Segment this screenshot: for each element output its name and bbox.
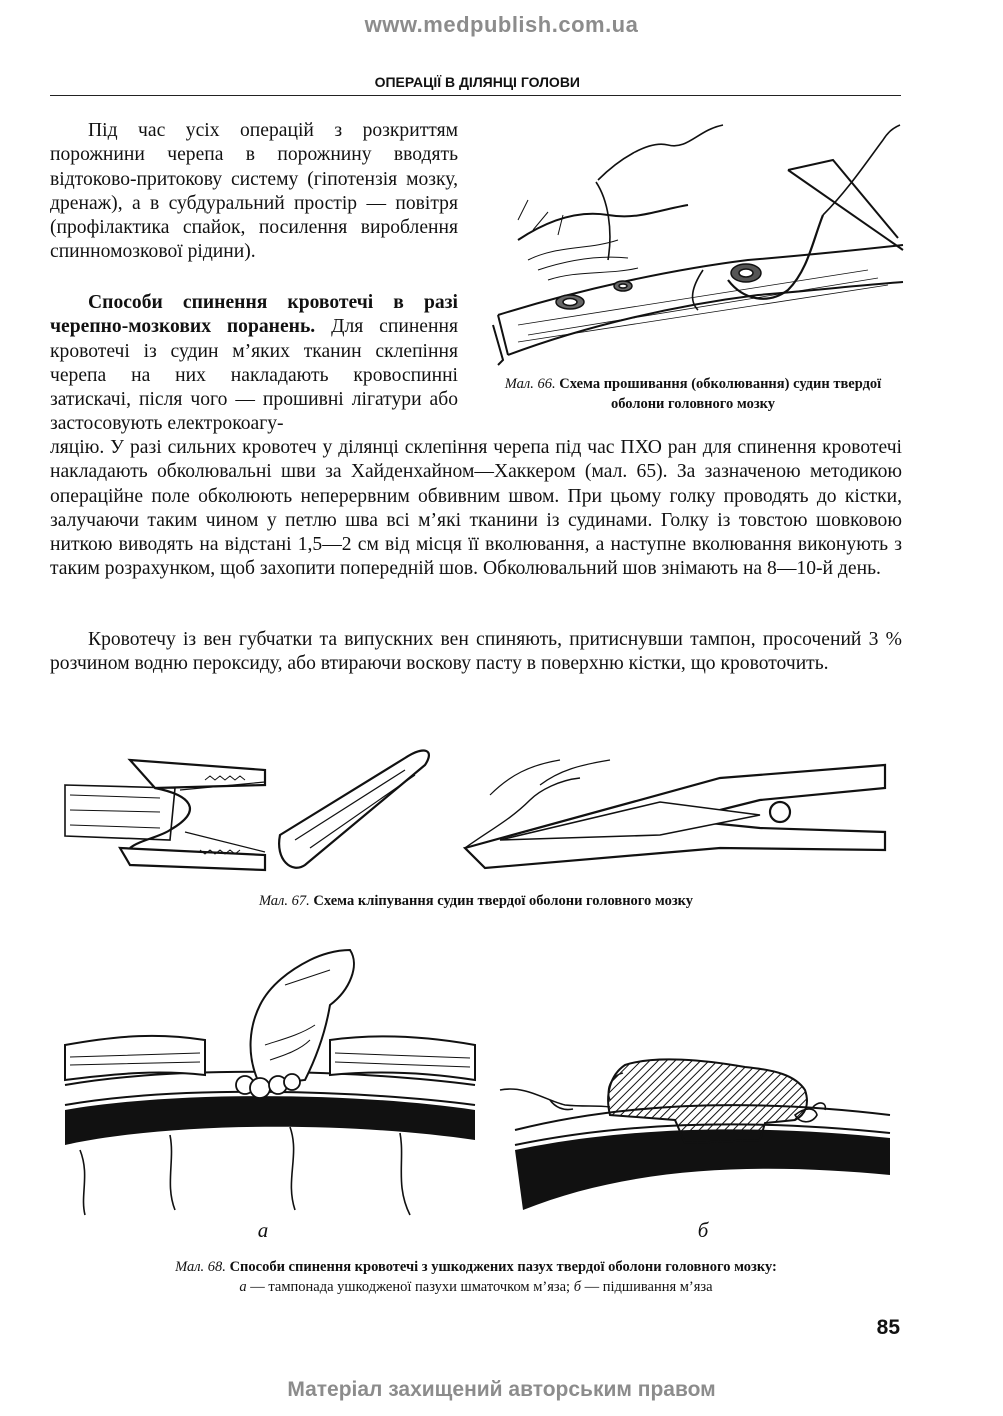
caption-text-a: — тампонада ушкодженої пазухи шматочком м’яза;	[246, 1279, 574, 1295]
figure-68-caption-line-2	[50, 1277, 902, 1297]
paragraph-1: Під час усіх операцій з розкриттям порожнини черепа в порожнину вводять відтоково-притокову систему (гіпотензія мозку, дренаж), а в субдуральний простір — повітря (профілактика спайок, посилення вироблення спинномозкової рідини).	[50, 120, 458, 263]
caption-letter-a: а	[239, 1279, 247, 1295]
figure-67-caption	[50, 891, 902, 911]
section-heading: Способи спинення кровотечі в разі черепно-мозкових поранень.	[50, 292, 458, 338]
caption-letter-b: б	[573, 1279, 582, 1295]
figure-68a-label: а	[257, 1218, 269, 1242]
site-url[interactable]: www.medpublish.com.ua	[364, 12, 639, 37]
figure-68-title: Способи спинення кровотечі з ушкоджених пазух твердої оболони головного мозку:	[225, 1259, 777, 1275]
figure-68-number: Мал. 68.	[175, 1259, 226, 1275]
figure-68-caption-line-1	[50, 1257, 902, 1277]
figure-68a-illustration	[60, 945, 480, 1220]
figure-68b-illustration	[495, 1045, 895, 1220]
figure-68-caption	[50, 1257, 902, 1297]
running-head-text: ОПЕРАЦІЇ В ДІЛЯНЦІ ГОЛОВИ	[374, 74, 580, 90]
figure-68b-label: б	[697, 1218, 709, 1242]
running-head	[50, 74, 900, 90]
figure-67-title: Схема кліпування судин твердої оболони головного мозку	[309, 893, 694, 909]
figure-66-number: Мал. 66.	[504, 376, 556, 392]
figure-66-illustration	[488, 120, 908, 370]
paragraph-2	[50, 291, 458, 437]
caption-text-b: — підшивання м’яза	[581, 1279, 713, 1295]
paragraph-4: Кровотечу із вен губчатки та випускних вен спиняють, притиснувши тампон, просочений 3 % розчином водню пероксиду, або втираючи воскову пасту в поверхню кістки, що кровоточить.	[50, 629, 902, 675]
figure-67-illustration	[60, 740, 890, 880]
page-number: 85	[876, 1316, 900, 1339]
figure-67-number: Мал. 67.	[258, 893, 310, 909]
paragraph-2-text: Для спинення кровотечі із судин м’яких тканин склепіння черепа на них накладають кровоспинні затискачі, після чого — прошивні лігатури або застосовують електрокоагу-	[50, 316, 458, 435]
header-rule	[50, 95, 901, 96]
figure-66-title: Схема прошивання (обколювання) судин твердої оболони головного мозку	[555, 376, 882, 412]
copyright-notice: Матеріал захищений авторським правом	[287, 1378, 716, 1401]
figure-66-caption	[478, 374, 908, 414]
paragraph-3: ляцію. У разі сильних кровотеч у ділянці склепіння черепа під час ПХО ран для спинення кровотечі накладають обколювальні шви за Хайденхайном—Хаккером (мал. 65). За зазначеною методикою операційне поле обколюють неперервним обвивним швом. При цьому голку проводять до кістки, залучаючи таким чином у петлю шва всі м’які тканини із судинами. Голку із товстою шовковою ниткою виводять на відстані 1,5—2 см від місця її вколювання, а наступне вколювання виконують з таким розрахунком, щоб захопити попередній шов. Обколювальний шов знімають на 8—10-й день.	[50, 437, 902, 580]
